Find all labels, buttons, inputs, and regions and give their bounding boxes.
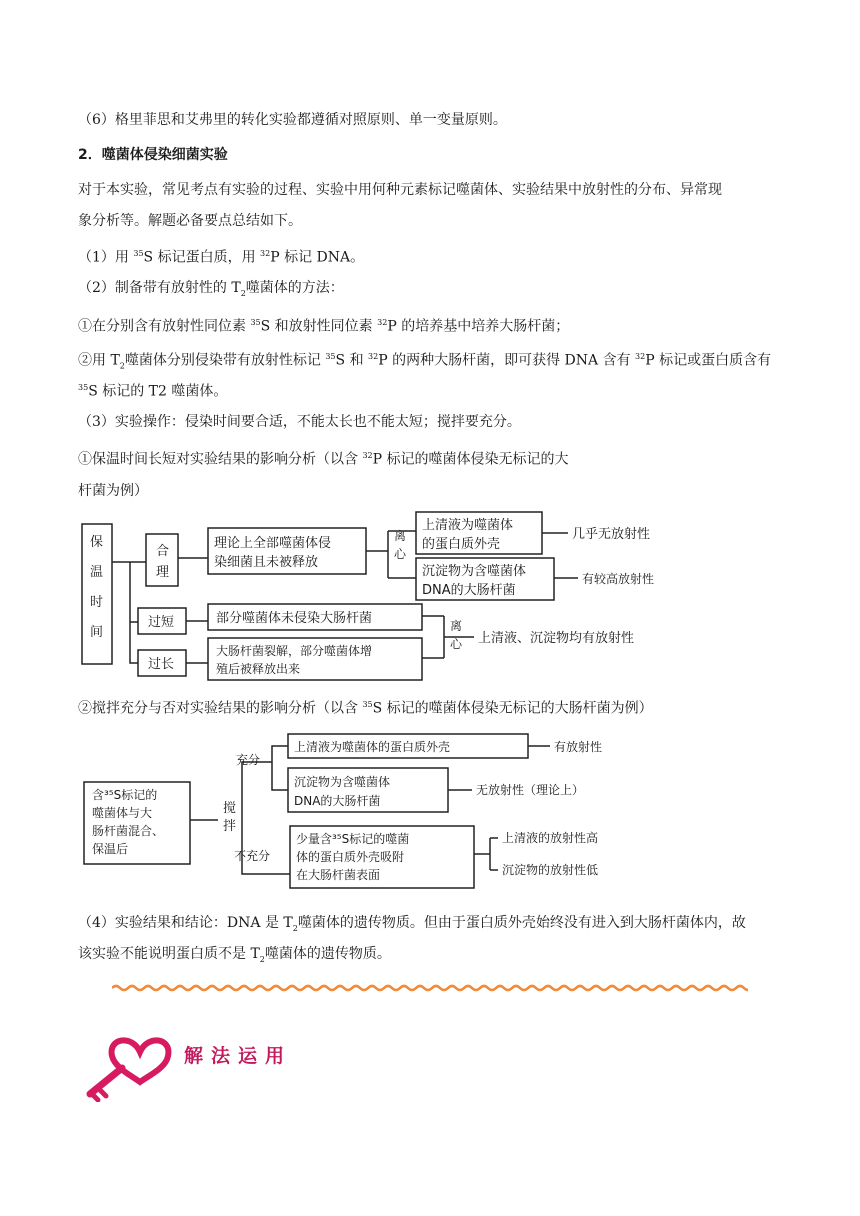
incubation-time-diagram	[78, 506, 698, 684]
sediment2-line-2: DNA的大肠杆菌	[294, 794, 381, 808]
start-line-2: 噬菌体与大	[92, 806, 153, 820]
too-long-label: 过长	[148, 657, 175, 672]
insufficient-label: 不充分	[234, 849, 271, 863]
centrifuge-char-2: 心	[394, 547, 407, 561]
section-heading-2: 2．噬菌体侵染细菌实验	[78, 147, 228, 163]
sediment1-line-2: DNA的大肠杆菌	[422, 583, 516, 598]
point-1: （1）用 $^{35}$S 标记蛋白质，用 $^{32}$P 标记 DNA。	[78, 249, 365, 266]
point-3: （3）实验操作：侵染时间要合适，不能太长也不能太短；搅拌要充分。	[78, 414, 521, 430]
centrifuge2-char-2: 心	[450, 637, 463, 651]
root-char-1: 保	[90, 535, 104, 550]
reasonable-char-1: 合	[156, 544, 170, 559]
time-analysis-line-2: 杆菌为例）	[78, 483, 148, 499]
too-short-label: 过短	[148, 615, 175, 630]
wavy-divider	[112, 982, 748, 994]
few-line-3: 在大肠杆菌表面	[296, 868, 381, 882]
stirring-diagram	[78, 724, 658, 894]
theory-line-2: 染细菌且未被释放	[214, 555, 319, 570]
result-radioactive: 有放射性	[554, 740, 603, 754]
sufficient-label: 充分	[236, 753, 261, 767]
few-line-1: 少量含³⁵S标记的噬菌	[296, 832, 410, 846]
centrifuge-char-1: 离	[394, 529, 407, 543]
sediment1-line-1: 沉淀物为含噬菌体	[422, 564, 527, 579]
method-step-2-line-1: ②用 $T_2$噬菌体分别侵染带有放射性标记 $^{35}$S 和 $^{32}$P 的两种大肠杆菌，即可获得 DNA 含有 $^{32}$P 标记或蛋白质含有	[78, 352, 772, 371]
start-line-3: 肠杆菌混合、	[92, 824, 165, 838]
start-line-4: 保温后	[92, 842, 129, 856]
method-step-1: ①在分别含有放射性同位素 $^{35}$S 和放射性同位素 $^{32}$P 的培养基中培养大肠杆菌；	[78, 318, 570, 335]
supernatant-box-2-text: 上清液为噬菌体的蛋白质外壳	[294, 740, 451, 754]
theory-line-1: 理论上全部噬菌体侵	[214, 536, 332, 551]
point-6: （6）格里菲思和艾弗里的转化实验都遵循对照原则、单一变量原则。	[78, 112, 507, 128]
reasonable-char-2: 理	[156, 565, 170, 580]
root-char-3: 时	[90, 595, 104, 610]
result-almost-none: 几乎无放射性	[572, 527, 651, 542]
point-4-line-1: （4）实验结果和结论：DNA 是 $T_2$噬菌体的遗传物质。但由于蛋白质外壳始终没有进入到大肠杆菌体内，故	[78, 915, 746, 933]
heart-key-icon	[78, 1024, 188, 1102]
point-4-line-2: 该实验不能说明蛋白质不是 $T_2$噬菌体的遗传物质。	[78, 946, 391, 964]
centrifuge2-char-1: 离	[450, 619, 463, 633]
start-line-1: 含³⁵S标记的	[92, 788, 158, 802]
result-high: 有较高放射性	[582, 572, 655, 586]
result-both-radioactive: 上清液、沉淀物均有放射性	[478, 631, 635, 646]
sediment2-line-1: 沉淀物为含噬菌体	[294, 775, 391, 789]
short-desc: 部分噬菌体未侵染大肠杆菌	[216, 611, 373, 626]
section-title-solution: 解法运用	[184, 1045, 293, 1067]
long-desc-line-2: 殖后被释放出来	[216, 662, 301, 676]
intro-paragraph-line-2: 象分析等。解题必备要点总结如下。	[78, 213, 302, 229]
root-char-2: 温	[90, 565, 104, 580]
result-sediment-low: 沉淀物的放射性低	[502, 863, 599, 877]
few-line-2: 体的蛋白质外壳吸附	[296, 850, 405, 864]
supernatant1-line-1: 上清液为噬菌体	[422, 518, 514, 533]
result-supernatant-high: 上清液的放射性高	[502, 831, 599, 845]
intro-paragraph-line-1: 对于本实验，常见考点有实验的过程、实验中用何种元素标记噬菌体、实验结果中放射性的分布、异常现	[78, 182, 722, 198]
time-analysis-line-1: ①保温时间长短对实验结果的影响分析（以含 $^{32}$P 标记的噬菌体侵染无标记的大	[78, 451, 569, 468]
stir-char-1: 搅	[223, 801, 237, 816]
method-step-2-line-2: $^{35}$S 标记的 T2 噬菌体。	[78, 383, 228, 400]
root-char-4: 间	[90, 625, 104, 640]
supernatant1-line-2: 的蛋白质外壳	[422, 537, 501, 552]
result-none-theory: 无放射性（理论上）	[476, 783, 585, 797]
stir-char-2: 拌	[223, 819, 237, 834]
point-2: （2）制备带有放射性的 $T_2$噬菌体的方法：	[78, 280, 344, 298]
stir-analysis-line: ②搅拌充分与否对实验结果的影响分析（以含 $^{35}$S 标记的噬菌体侵染无标记的大肠杆菌为例）	[78, 700, 653, 717]
long-desc-line-1: 大肠杆菌裂解，部分噬菌体增	[216, 644, 373, 658]
